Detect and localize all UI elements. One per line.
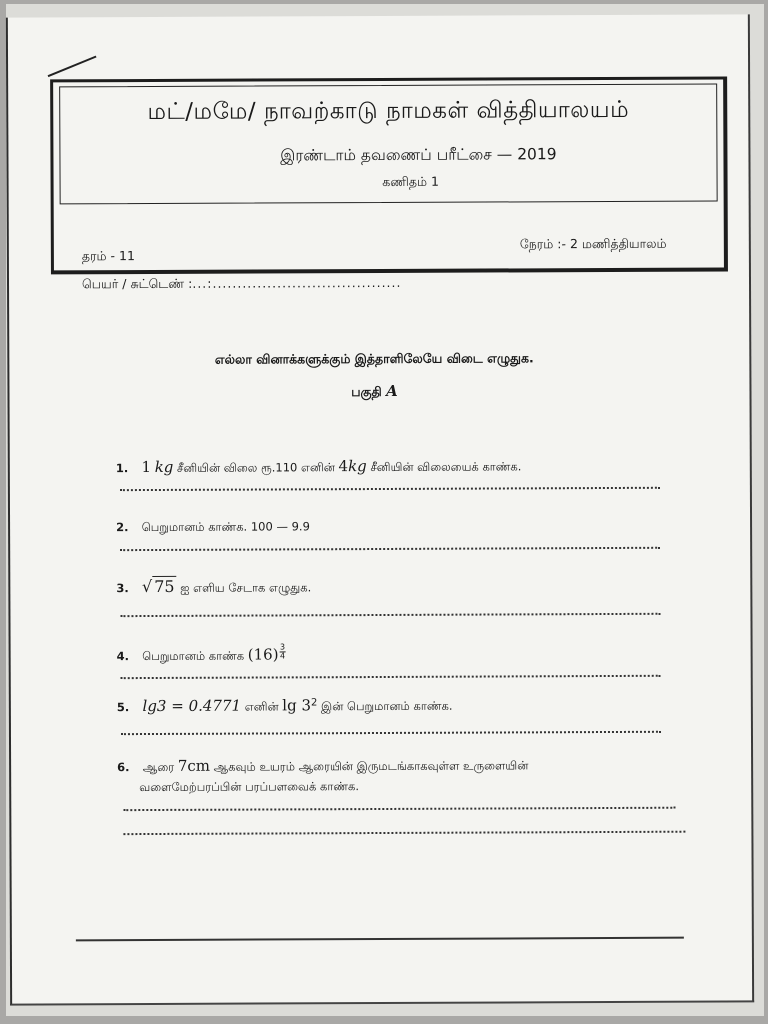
question-text: பெறுமானம் காண்க: [142, 648, 245, 664]
question-text-c: வளைமேற்பரப்பின் பரப்பளவைக் காண்க.: [139, 779, 360, 795]
question-text-a: எனின்: [244, 699, 279, 714]
expression-base: lg 3: [282, 696, 312, 715]
square-root: √ 75: [141, 576, 175, 597]
time-label: நேரம் :- 2 மணித்தியாலம்: [519, 235, 667, 252]
answer-line-4[interactable]: [121, 675, 661, 679]
school-name: மட்/மமே/ நாவற்காடு நாமகள் வித்தியாலயம்: [147, 96, 630, 126]
answer-line-3[interactable]: [120, 613, 660, 617]
question-number: 4.: [116, 649, 130, 664]
part-letter: A: [386, 381, 398, 400]
exam-paper: [6, 14, 754, 1005]
quantity-1: 1: [141, 457, 152, 477]
footer-rule: [76, 937, 684, 942]
quantity-2: 4: [338, 457, 349, 476]
part-heading: [9, 380, 739, 402]
radius-value: 7cm: [177, 756, 211, 775]
radicand: 75: [152, 576, 176, 596]
question-3: [116, 575, 676, 597]
question-text-b: சீனியின் விலையைக் காண்க.: [370, 459, 522, 475]
given-value: lg3 = 0.4771: [142, 696, 242, 716]
unit-2: kg: [348, 457, 367, 476]
name-field[interactable]: [82, 275, 402, 293]
part-label: பகுதி: [351, 383, 382, 400]
name-dots: ...:......................................: [192, 274, 402, 291]
expression-exponent: 2: [310, 697, 318, 709]
exam-title: இரண்டாம் தவணைப் பரீட்சை — 2019: [280, 145, 557, 165]
grade-label: தரம் - 11: [81, 248, 135, 264]
pen-mark: [48, 56, 97, 78]
question-6: [117, 755, 677, 776]
exponent-numerator: 3: [279, 642, 286, 652]
unit-1: kg: [154, 457, 174, 476]
question-2: [116, 518, 676, 536]
question-number: 6.: [117, 760, 130, 775]
question-text-a: சீனியின் விலை ரூ.110 எனின்: [177, 460, 335, 475]
question-number: 3.: [116, 581, 129, 596]
name-label: பெயர் / சுட்டெண் :: [81, 275, 193, 292]
answer-line-1[interactable]: [120, 487, 660, 491]
subject-title: கணிதம் 1: [382, 173, 439, 189]
question-1: [116, 456, 676, 477]
question-text-b: இன் பெறுமானம் காண்க.: [320, 698, 453, 714]
answer-line-5[interactable]: [121, 731, 661, 735]
question-4: [117, 642, 677, 665]
question-6-line-2: [139, 778, 699, 796]
question-5: [117, 695, 677, 716]
header-title-box: [59, 84, 718, 205]
answer-line-2[interactable]: [120, 547, 660, 551]
fraction-exponent: [280, 643, 286, 660]
question-text-b: ஆகவும் உயரம் ஆரையின் இருமடங்காகவுள்ள உருளையின்: [213, 758, 529, 774]
header-box: [50, 76, 728, 292]
answer-line-6b[interactable]: [123, 831, 685, 835]
question-number: 1.: [115, 461, 129, 476]
question-number: 5.: [116, 700, 130, 715]
answer-line-6a[interactable]: [123, 807, 675, 811]
instruction-text: எல்லா வினாக்களுக்கும் இத்தாளிலேயே விடை எழுதுக.: [214, 350, 534, 367]
question-number: 2.: [116, 520, 129, 535]
question-text: ஐ எளிய சேடாக எழுதுக.: [180, 580, 312, 595]
question-text: பெறுமானம் காண்க. 100 — 9.9: [141, 519, 310, 535]
question-text-a: ஆரை: [142, 759, 175, 775]
exponent-denominator: 4: [279, 651, 286, 661]
power-base: (16): [247, 645, 279, 664]
